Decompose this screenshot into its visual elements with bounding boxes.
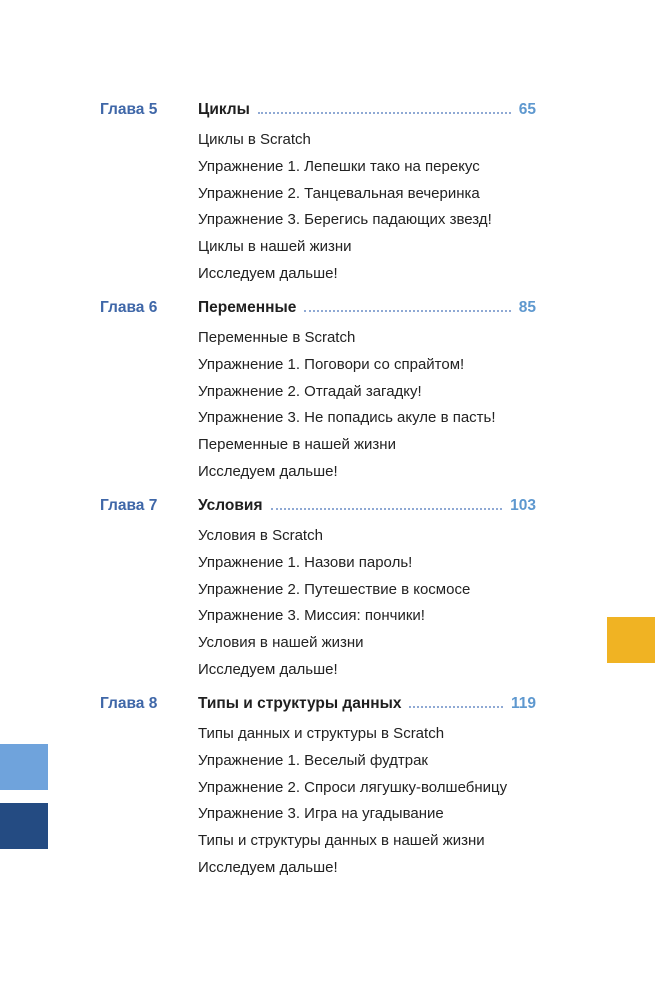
section-list bbox=[198, 127, 492, 288]
section-item[interactable]: Упражнение 1. Поговори со спрайтом! bbox=[198, 355, 465, 373]
section-item[interactable]: Переменные в Scratch bbox=[198, 329, 356, 346]
section-item[interactable]: Циклы в нашей жизни bbox=[198, 238, 352, 256]
section-item[interactable]: Типы и структуры данных в нашей жизни bbox=[198, 832, 485, 850]
section-item[interactable]: Циклы в Scratch bbox=[198, 131, 311, 148]
yellow-edge-tab bbox=[607, 617, 655, 663]
chapter-heading[interactable] bbox=[198, 100, 536, 120]
chapter-title: Условия bbox=[198, 497, 263, 514]
chapter-title: Типы и структуры данных bbox=[198, 695, 402, 712]
section-item[interactable]: Упражнение 2. Спроси лягушку-волшебницу bbox=[198, 778, 508, 796]
chapter-page-number: 103 bbox=[510, 497, 536, 514]
section-item[interactable]: Упражнение 1. Веселый фудтрак bbox=[198, 751, 428, 769]
section-item[interactable]: Упражнение 3. Берегись падающих звезд! bbox=[198, 211, 492, 229]
section-item[interactable]: Упражнение 1. Лепешки тако на перекус bbox=[198, 157, 480, 175]
chapter-title: Циклы bbox=[198, 101, 250, 118]
section-item[interactable]: Упражнение 1. Назови пароль! bbox=[198, 553, 413, 571]
chapter-label: Глава 6 bbox=[100, 299, 158, 316]
section-list bbox=[198, 721, 507, 882]
chapter-page-number: 65 bbox=[518, 101, 536, 118]
section-item[interactable]: Упражнение 2. Отгадай загадку! bbox=[198, 382, 422, 400]
chapter-heading[interactable] bbox=[198, 496, 536, 516]
dark-blue-edge-tab bbox=[0, 803, 48, 849]
section-item[interactable]: Упражнение 3. Игра на угадывание bbox=[198, 805, 444, 823]
section-item[interactable]: Переменные в нашей жизни bbox=[198, 436, 396, 454]
chapter-label: Глава 7 bbox=[100, 497, 158, 514]
chapter-heading[interactable] bbox=[198, 298, 536, 318]
dot-leader bbox=[409, 706, 503, 708]
chapter-page-number: 85 bbox=[518, 299, 536, 316]
section-item[interactable]: Условия в нашей жизни bbox=[198, 634, 364, 652]
section-item[interactable]: Типы данных и структуры в Scratch bbox=[198, 725, 445, 742]
section-item[interactable]: Условия в Scratch bbox=[198, 527, 323, 544]
dot-leader bbox=[258, 112, 511, 114]
chapter-title: Переменные bbox=[198, 299, 297, 316]
chapter-heading[interactable] bbox=[198, 694, 536, 714]
light-blue-edge-tab bbox=[0, 744, 48, 790]
dot-leader bbox=[271, 508, 503, 510]
section-item[interactable]: Исследуем дальше! bbox=[198, 462, 338, 480]
chapter-page-number: 119 bbox=[510, 695, 536, 712]
section-item[interactable]: Исследуем дальше! bbox=[198, 660, 338, 678]
chapter-label: Глава 8 bbox=[100, 695, 158, 712]
chapter-label: Глава 5 bbox=[100, 101, 158, 118]
dot-leader bbox=[304, 310, 510, 312]
section-list bbox=[198, 523, 470, 684]
section-list bbox=[198, 325, 496, 486]
section-item[interactable]: Исследуем дальше! bbox=[198, 858, 338, 876]
section-item[interactable]: Упражнение 2. Путешествие в космосе bbox=[198, 580, 471, 598]
section-item[interactable]: Упражнение 3. Миссия: пончики! bbox=[198, 607, 425, 625]
section-item[interactable]: Исследуем дальше! bbox=[198, 264, 338, 282]
section-item[interactable]: Упражнение 2. Танцевальная вечеринка bbox=[198, 184, 480, 202]
section-item[interactable]: Упражнение 3. Не попадись акуле в пасть! bbox=[198, 409, 496, 427]
